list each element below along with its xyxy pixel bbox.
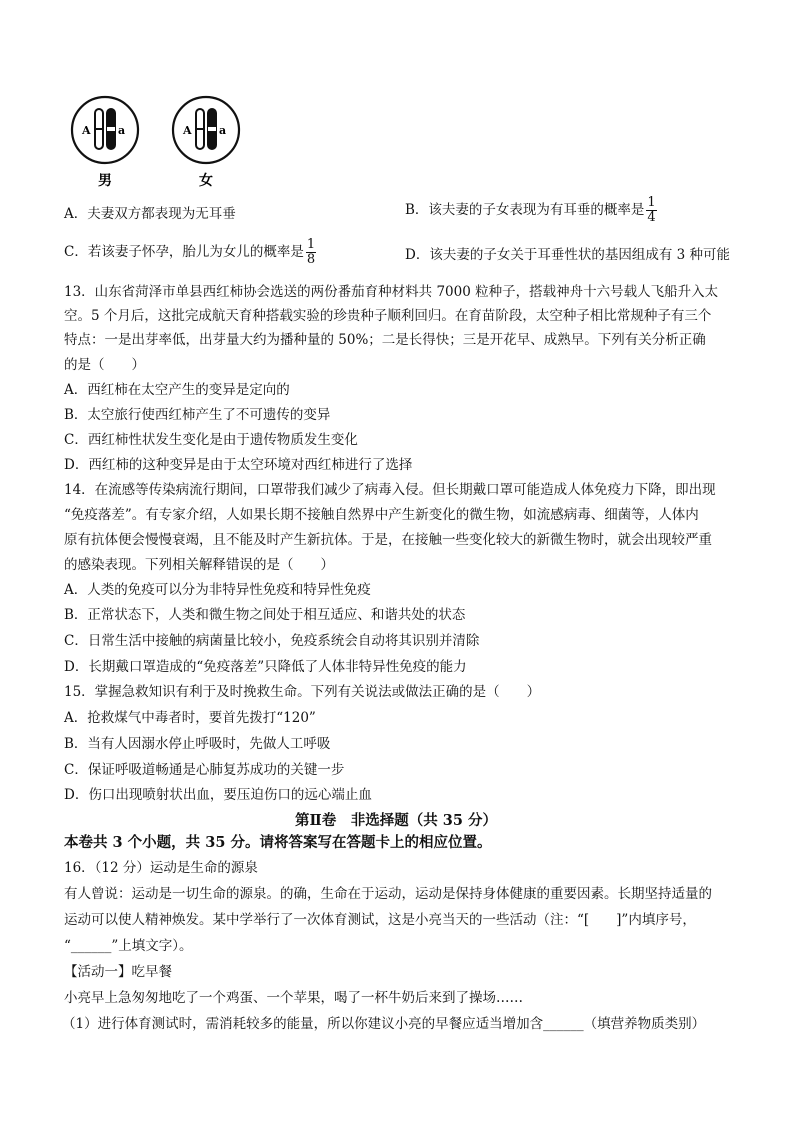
part2-instruction: 本卷共 3 个小题，共 35 分。请将答案写在答题卡上的相应位置。: [64, 834, 492, 851]
allele-A-male: A: [82, 124, 91, 137]
q15-option-d: D．伤口出现喷射状出血，要压迫伤口的远心端止血: [64, 787, 372, 803]
q13-stem-line-1: 13．山东省菏泽市单县西红柿协会选送的两份番茄育种材料共 7000 粒种子，搭载神舟十六号载人飞船升入太: [64, 284, 719, 300]
q13-stem-line-2: 空。5 个月后，这批完成航天育种搭载实验的珍贵种子顺利回归。在育苗阶段，太空种子相比常规种子有三个: [64, 308, 712, 324]
q12-option-a: A．夫妻双方都表现为无耳垂: [64, 206, 236, 222]
fraction-denominator: 4: [647, 210, 656, 225]
q14-stem-line-1: 14．在流感等传染病流行期间，口罩带我们减少了病毒入侵。但长期戴口罩可能造成人体免疫力下降，即出现: [64, 482, 716, 498]
q12-option-b: [405, 196, 657, 225]
female-label: 女: [199, 173, 213, 189]
male-label: 男: [98, 173, 112, 189]
q15-option-a: A．抢救煤气中毒者时，要首先拨打“120”: [64, 710, 316, 726]
female-cell-diagram: [173, 97, 239, 163]
q14-stem-line-4: 的感染表现。下列相关解释错误的是（ ）: [64, 557, 334, 573]
allele-A-female: A: [183, 124, 192, 137]
q16-intro-line-1: 有人曾说：运动是一切生命的源泉。的确，生命在于运动，运动是保持身体健康的重要因素。长期坚持适量的: [64, 886, 712, 902]
q13-stem-line-3: 特点：一是出芽率低，出芽量大约为播种量的 50%；二是长得快；三是开花早、成熟早。下列有关分析正确: [64, 332, 706, 348]
fraction-numerator: 1: [647, 195, 656, 210]
allele-a-female: a: [219, 124, 227, 137]
fraction-one-eighth: [306, 238, 316, 267]
q14-option-c: C．日常生活中接触的病菌量比较小，免疫系统会自动将其识别并清除: [64, 633, 480, 649]
q16-intro-line-3: “______”上填文字）。: [64, 938, 193, 954]
q12-option-c: [64, 238, 316, 267]
q13-option-a: A．西红柿在太空产生的变异是定向的: [64, 382, 290, 398]
q15-stem: 15．掌握急救知识有利于及时挽救生命。下列有关说法或做法正确的是（ ）: [64, 684, 541, 700]
q15-option-b: B．当有人因溺水停止呼吸时，先做人工呼吸: [64, 736, 331, 752]
male-cell-diagram: [72, 97, 138, 163]
part2-title: 第Ⅱ卷 非选择题（共 35 分）: [295, 812, 497, 829]
q16-sub1: （1）进行体育测试时，需消耗较多的能量，所以你建议小亮的早餐应适当增加含______（填营养物质类别）: [62, 1016, 706, 1032]
q13-option-b: B．太空旅行使西红柿产生了不可遗传的变异: [64, 407, 331, 423]
q12-option-b-text: B．该夫妻的子女表现为有耳垂的概率是: [405, 202, 645, 218]
q14-stem-line-3: 原有抗体便会慢慢衰竭，且不能及时产生新抗体。于是，在接触一些变化较大的新微生物时，就会出现较严重: [64, 532, 712, 548]
fraction-denominator: 8: [306, 252, 316, 267]
q15-option-c: C．保证呼吸道畅通是心肺复苏成功的关键一步: [64, 762, 345, 778]
allele-a-male: a: [118, 124, 126, 137]
q12-option-d: D．该夫妻的子女关于耳垂性状的基因组成有 3 种可能: [405, 247, 730, 263]
q16-activity1-text: 小亮早上急匆匆地吃了一个鸡蛋、一个苹果，喝了一杯牛奶后来到了操场……: [64, 990, 523, 1006]
q13-option-c: C．西红柿性状发生变化是由于遗传物质发生变化: [64, 432, 358, 448]
fraction-numerator: 1: [306, 237, 316, 252]
fraction-one-quarter: [646, 196, 656, 225]
q16-intro-line-2: 运动可以使人精神焕发。某中学举行了一次体育测试，这是小亮当天的一些活动（注：“[ ]”内填序号，: [64, 912, 696, 928]
q13-stem-line-4: 的是（ ）: [64, 357, 145, 373]
q14-option-d: D．长期戴口罩造成的“免疫落差”只降低了人体非特异性免疫的能力: [64, 659, 467, 675]
q16-heading: 16．（12 分）运动是生命的源泉: [64, 860, 258, 876]
q14-option-a: A．人类的免疫可以分为非特异性免疫和特异性免疫: [64, 582, 371, 598]
q14-option-b: B．正常状态下，人类和微生物之间处于相互适应、和谐共处的状态: [64, 607, 466, 623]
chromosome-figure: [68, 92, 248, 192]
q16-activity1-title: 【活动一】吃早餐: [64, 964, 172, 980]
q12-option-c-text: C．若该妻子怀孕，胎儿为女儿的概率是: [64, 244, 304, 260]
q13-option-d: D．西红柿的这种变异是由于太空环境对西红柿进行了选择: [64, 457, 413, 473]
q14-stem-line-2: “免疫落差”。有专家介绍，人如果长期不接触自然界中产生新变化的微生物，如流感病毒、细菌等，人体内: [64, 507, 699, 523]
